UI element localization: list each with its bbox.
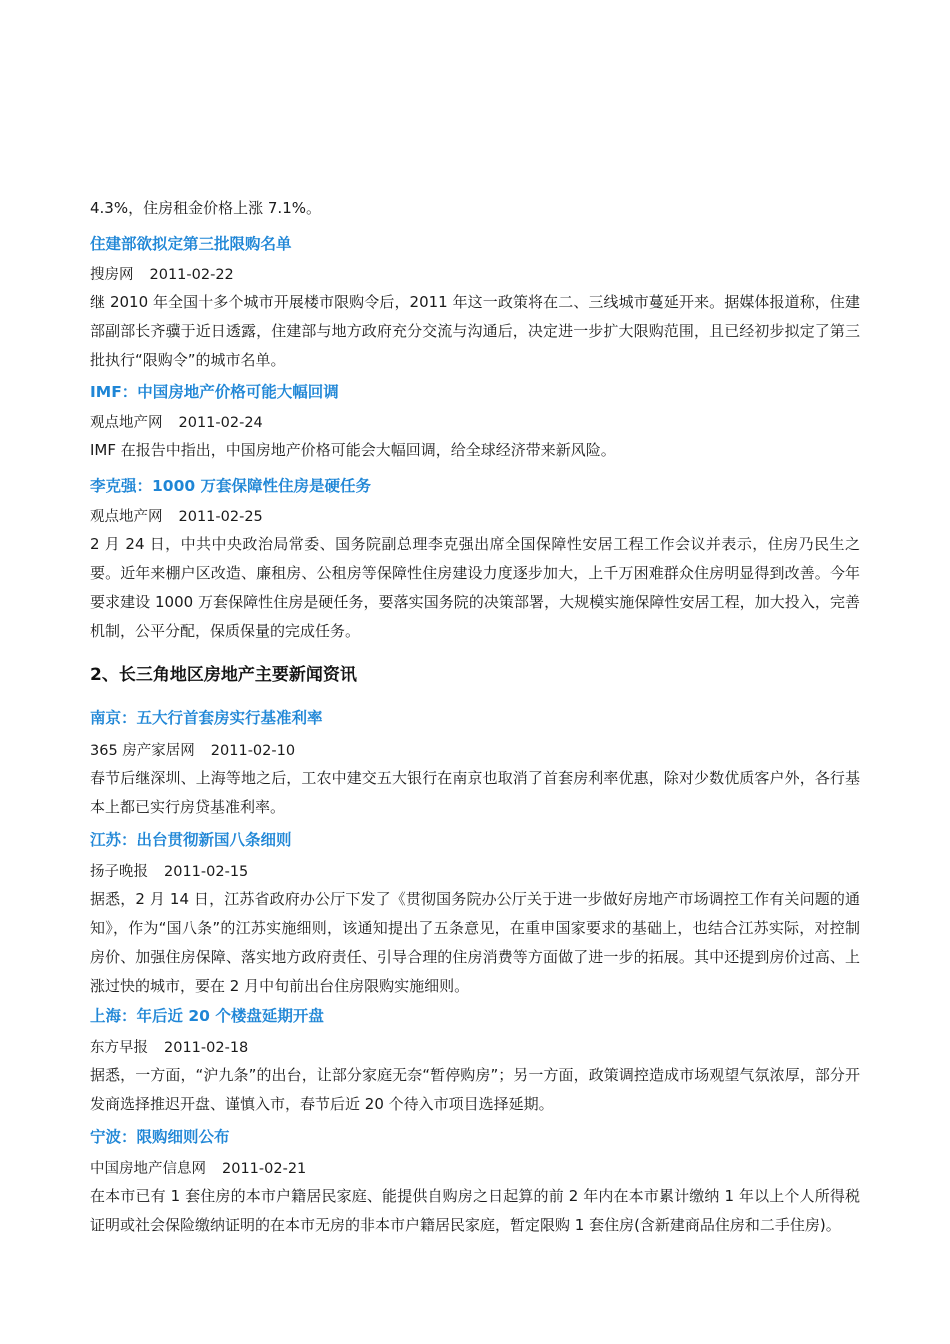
article-source: 365 房产家居网 [90, 743, 195, 759]
article-body: IMF 在报告中指出，中国房地产价格可能会大幅回调，给全球经济带来新风险。 [90, 441, 616, 459]
article-source: 东方早报 [90, 1040, 148, 1056]
article-meta [90, 739, 295, 763]
intro-fragment: 4.3%，住房租金价格上涨 7.1%。 [90, 199, 321, 217]
article-meta [90, 1157, 306, 1181]
article-date: 2011-02-10 [210, 743, 296, 759]
article-meta [90, 860, 248, 884]
article-meta [90, 411, 263, 435]
article-date: 2011-02-21 [222, 1161, 307, 1177]
article-meta [90, 1036, 248, 1060]
article-title: 江苏：出台贯彻新国八条细则 [90, 831, 292, 849]
article-title: 南京：五大行首套房实行基准利率 [90, 709, 323, 727]
article-meta [90, 263, 234, 287]
article-body: 据悉，2 月 14 日，江苏省政府办公厅下发了《贯彻国务院办公厅关于进一步做好房地产市场调控工作有关问题的通知》，作为“国八条”的江苏实施细则，该通知提出了五条意见，在重申国家要求的基础上，也结合江苏实际，对控制房价、加强住房保障、落实地方政府责任、引导合理的住房消费等方面做了进一步的拓展。其中还提到房价过高、上涨过快的城市，要在 2 月中旬前出台住房限购实施细则。 [90, 890, 860, 995]
article-date: 2011-02-24 [178, 415, 263, 431]
article-meta [90, 505, 263, 529]
article-title: 宁波：限购细则公布 [90, 1128, 230, 1146]
article-source: 搜房网 [90, 267, 134, 283]
article-body: 2 月 24 日，中共中央政治局常委、国务院副总理李克强出席全国保障性安居工程工作会议并表示，住房乃民生之要。近年来棚户区改造、廉租房、公租房等保障性住房建设力度逐步加大，上千万困难群众住房明显得到改善。今年要求建设 1000 万套保障性住房是硬任务，要落实国务院的决策部署，大规模实施保障性安居工程，加大投入，完善机制，公平分配，保质保量的完成任务。 [90, 535, 860, 640]
section-title: 2、长三角地区房地产主要新闻资讯 [90, 665, 357, 685]
article-source: 扬子晚报 [90, 864, 148, 880]
article-date: 2011-02-15 [164, 864, 249, 880]
article-title: IMF：中国房地产价格可能大幅回调 [90, 383, 339, 401]
article-body: 继 2010 年全国十多个城市开展楼市限购令后，2011 年这一政策将在二、三线城市蔓延开来。据媒体报道称，住建部副部长齐骥于近日透露，住建部与地方政府充分交流与沟通后，决定进一步扩大限购范围，且已经初步拟定了第三批执行“限购令”的城市名单。 [90, 293, 860, 369]
article-body: 据悉，一方面，“沪九条”的出台，让部分家庭无奈“暂停购房”；另一方面，政策调控造成市场观望气氛浓厚，部分开发商选择推迟开盘、谨慎入市，春节后近 20 个待入市项目选择延期。 [90, 1066, 860, 1113]
article-source: 观点地产网 [90, 509, 163, 525]
article-title: 李克强：1000 万套保障性住房是硬任务 [90, 477, 372, 495]
article-date: 2011-02-18 [164, 1040, 249, 1056]
article-title: 上海：年后近 20 个楼盘延期开盘 [90, 1007, 324, 1025]
article-body: 在本市已有 1 套住房的本市户籍居民家庭、能提供自购房之日起算的前 2 年内在本市累计缴纳 1 年以上个人所得税证明或社会保险缴纳证明的在本市无房的非本市户籍居民家庭，暂定限购 1 套住房(含新建商品住房和二手住房)。 [90, 1187, 860, 1234]
article-date: 2011-02-22 [149, 267, 234, 283]
article-source: 观点地产网 [90, 415, 163, 431]
article-date: 2011-02-25 [178, 509, 263, 525]
article-body: 春节后继深圳、上海等地之后，工农中建交五大银行在南京也取消了首套房利率优惠，除对少数优质客户外，各行基本上都已实行房贷基准利率。 [90, 769, 860, 816]
article-source: 中国房地产信息网 [90, 1161, 206, 1177]
article-title: 住建部欲拟定第三批限购名单 [90, 235, 292, 253]
